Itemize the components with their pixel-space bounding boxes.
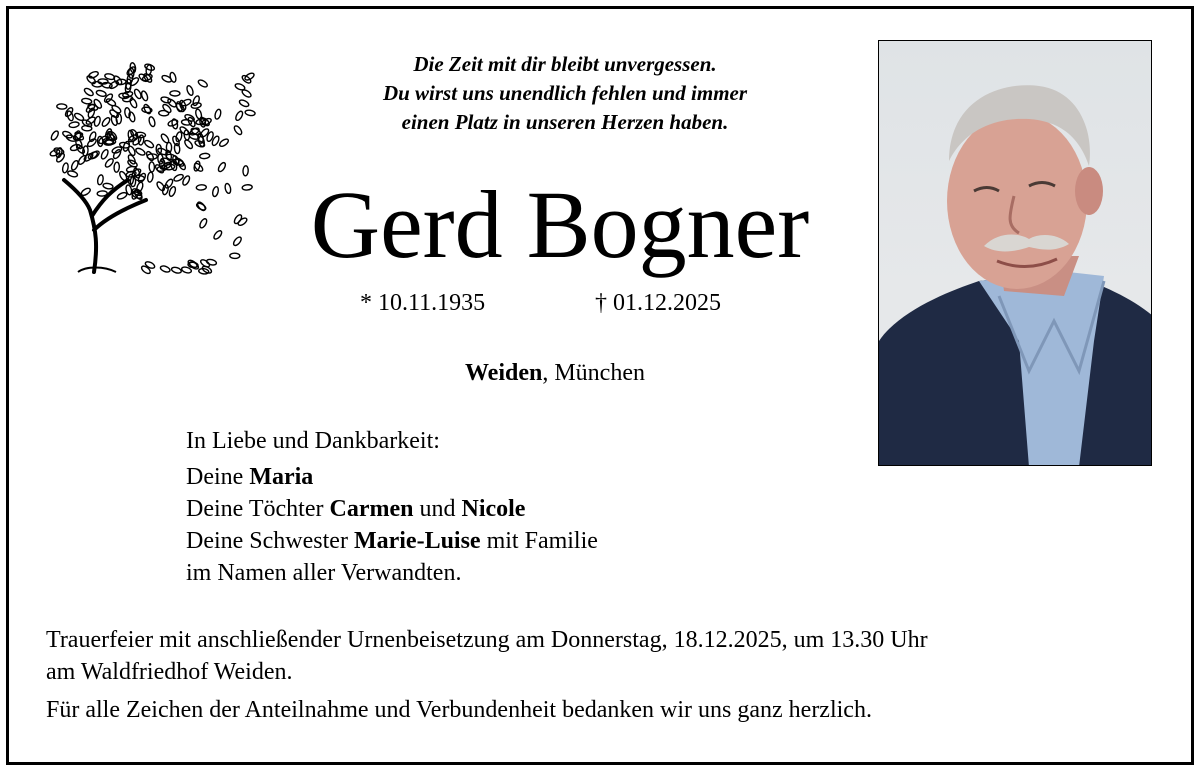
tree-in-wind-illustration — [46, 40, 256, 280]
birth-star-symbol: * — [360, 290, 372, 316]
birth-date-line — [360, 288, 485, 318]
mourner-line-1 — [186, 461, 598, 493]
mourner-line-3-prefix: Deine Schwester — [186, 528, 354, 554]
motto-line-3: einen Platz in unseren Herzen haben. — [401, 110, 729, 134]
death-cross-symbol: † — [595, 290, 607, 316]
death-date: 01.12.2025 — [613, 290, 721, 316]
mourner-name-nicole: Nicole — [461, 496, 526, 522]
funeral-line-1: Trauerfeier mit anschließender Urnenbeisetzung am Donnerstag, 18.12.2025, um 13.30 Uhr — [46, 627, 928, 653]
place-line — [300, 358, 810, 388]
memorial-motto — [300, 50, 830, 137]
mourner-line-2-prefix: Deine Töchter — [186, 496, 330, 522]
mourner-name-marie-luise: Marie-Luise — [353, 528, 481, 554]
mourner-line-4: im Namen aller Verwandten. — [186, 560, 462, 586]
deceased-name: Gerd Bogner — [310, 171, 810, 278]
birth-date: 10.11.1935 — [378, 290, 486, 316]
thanks-line: Für alle Zeichen der Anteilnahme und Verbundenheit bedanken wir uns ganz herzlich. — [46, 697, 872, 723]
motto-line-1: Die Zeit mit dir bleibt unvergessen. — [413, 52, 717, 76]
place-primary: Weiden — [465, 360, 543, 386]
place-separator: , — [542, 360, 555, 386]
mourners-intro: In Liebe und Dankbarkeit: — [186, 428, 440, 454]
funeral-line-2: am Waldfriedhof Weiden. — [46, 659, 293, 685]
place-secondary: München — [554, 360, 645, 386]
mourner-name-maria: Maria — [249, 464, 314, 490]
mourner-line-2 — [186, 493, 598, 525]
motto-line-2: Du wirst uns unendlich fehlen und immer — [382, 81, 748, 105]
mourner-line-3-suffix: mit Familie — [480, 528, 598, 554]
mourner-line-3 — [186, 525, 598, 557]
death-date-line — [595, 288, 721, 318]
mourners-block — [186, 425, 598, 589]
portrait-photo — [878, 40, 1152, 466]
mourner-name-carmen: Carmen — [329, 496, 414, 522]
mourner-line-2-mid: und — [413, 496, 462, 522]
mourner-line-1-prefix: Deine — [186, 464, 250, 490]
funeral-info — [46, 624, 1156, 688]
